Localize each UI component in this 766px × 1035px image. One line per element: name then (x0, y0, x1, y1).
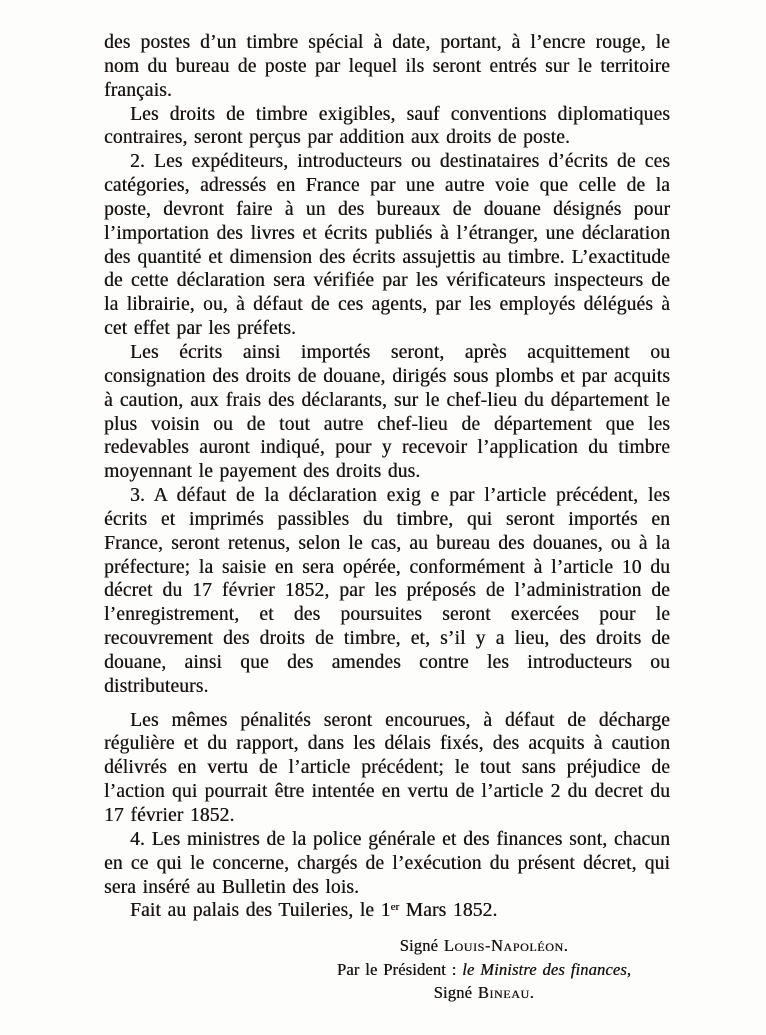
signatory-name-bineau: Bineau. (477, 983, 535, 1003)
signe-label: Signé (399, 936, 444, 956)
dateline-text: Fait au palais des Tuileries, le 1 (130, 900, 391, 922)
minister-title: le Ministre des finances, (462, 959, 632, 979)
paragraph-article-3: 3. A défaut de la déclaration exig e par l’article précédent, les écrits et imprimés passibles du timbre, qui seront importés en France, seront retenus, selon le cas, au bureau des douanes, ou à la préfecture; la saisie en sera opérée, conformément à l’article 10 du décret du 17 février 1852, par les préposés de l’administration de l’enregistrement, et des poursuites seront exercées pour le recouvrement des droits de timbre, et, s’il y a lieu, des droits de douane, ainsi que des amendes contre les introducteurs ou distributeurs. (104, 485, 670, 697)
dateline-date: Mars 1852. (399, 900, 498, 922)
body-text (104, 31, 670, 1005)
ordinal-superscript: er (390, 901, 400, 914)
par-le-president-label: Par le Président : (336, 959, 463, 979)
paragraph-continuation: des postes d’un timbre spécial à date, portant, à l’encre rouge, le nom du bureau de poste par lequel ils seront entrés sur le territoire français. (104, 32, 670, 101)
dateline (104, 899, 670, 923)
paragraph-article-4: 4. Les ministres de la police générale et des finances sont, chacun en ce qui le concerne, chargés de l’exécution du présent décret, qui sera inséré au Bulletin des lois. (104, 828, 670, 898)
paragraph-ecrits-importes: Les écrits ainsi importés seront, après acquittement ou consignation des droits de douane, dirigés sous plombs et par acquits à caution, aux frais des déclarants, sur le chef-lieu du département le plus voisin ou de tout autre chef-lieu de département que les redevables auront indiqué, pour y recevoir l’application du timbre moyennant le payement des droits dus. (104, 341, 670, 483)
signature-countersign-line (316, 958, 652, 982)
signe-label: Signé (433, 983, 478, 1003)
paragraph-droits-de-timbre: Les droits de timbre exigibles, sauf conventions diplomatiques contraires, seront perçus par addition aux droits de poste. (104, 103, 670, 149)
signature-bineau (316, 981, 652, 1005)
signatory-name-louis-napoleon: Louis-Napoléon. (443, 936, 569, 956)
signature-block (316, 934, 652, 1005)
paragraph-article-2: 2. Les expéditeurs, introducteurs ou destinataires d’écrits de ces catégories, adressés en France par une autre voie que celle de la poste, devront faire à un des bureaux de douane désignés pour l’importation des livres et écrits publiés à l’étranger, une déclaration des quantité et dimension des écrits assujettis au timbre. L’exactitude de cette déclaration sera vérifiée par les vérificateurs inspecteurs de la librairie, ou, à défaut de ces agents, par les employés délégués à cet effet par les préfets. (104, 151, 670, 340)
paragraph-penalites: Les mêmes pénalités seront encourues, à défaut de décharge régulière et du rapport, dans les délais fixés, des acquits à caution délivrés en vertu de l’article précédent; le tout sans préjudice de l’action qui pourrait être intentée en vertu de l’article 2 du decret du 17 février 1852. (104, 709, 670, 826)
signature-louis-napoleon (316, 934, 652, 958)
